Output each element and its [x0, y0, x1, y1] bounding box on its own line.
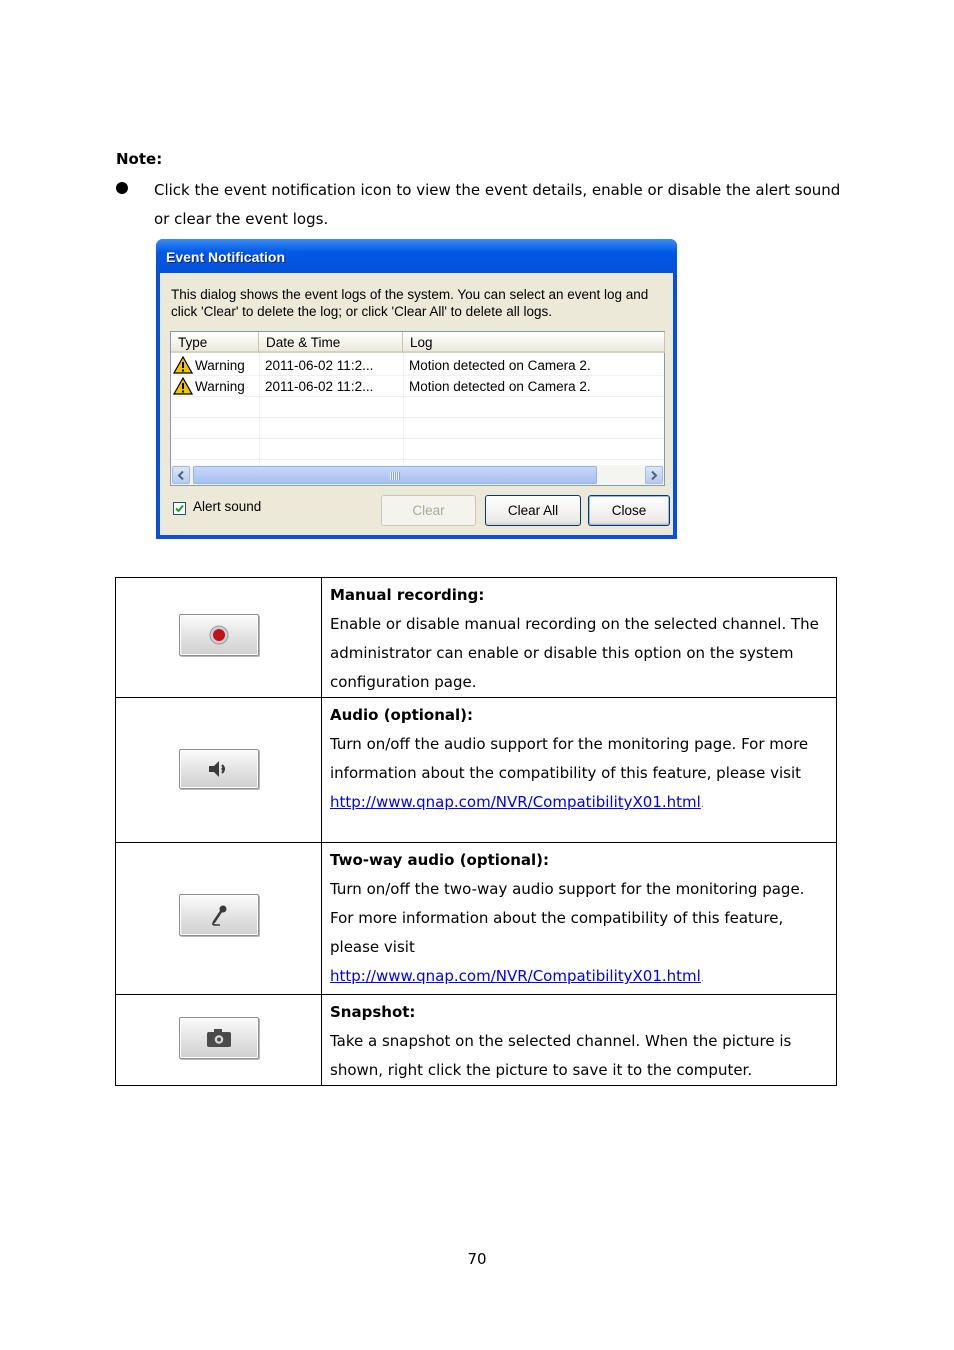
- row-log: Motion detected on Camera 2.: [409, 358, 591, 373]
- table-row: [116, 995, 837, 1086]
- feature-text: Turn on/off the two-way audio support for the monitoring page. For more information about the compatibility of this feature, please visit: [330, 880, 805, 956]
- dialog-title: Event Notification: [166, 249, 286, 265]
- row-datetime: 2011-06-02 11:2...: [265, 379, 374, 394]
- chevron-left-icon: [177, 471, 185, 480]
- speaker-icon: [207, 759, 231, 779]
- feature-title: Audio (optional):: [330, 706, 474, 724]
- clear-button[interactable]: Clear: [381, 495, 476, 526]
- column-header-datetime[interactable]: Date & Time: [259, 332, 403, 353]
- list-row-empty: [171, 397, 664, 418]
- note-bullet-text: Click the event notification icon to view the event details, enable or disable the alert sound or clear the event logs.: [154, 181, 841, 228]
- text-cell: [322, 995, 837, 1086]
- row-type: Warning: [195, 379, 245, 394]
- grid-line: [403, 353, 404, 465]
- scroll-left-button[interactable]: [172, 466, 190, 484]
- page-number: 70: [467, 1250, 487, 1268]
- dialog-titlebar: [156, 239, 677, 273]
- chevron-right-icon: [650, 471, 658, 480]
- scroll-thumb[interactable]: [193, 466, 597, 484]
- grip-icon: [390, 472, 400, 480]
- bullet-dot: [116, 182, 128, 194]
- icon-cell: [116, 578, 322, 698]
- link-suffix: .: [700, 800, 704, 810]
- clear-all-button[interactable]: Clear All: [485, 495, 581, 526]
- list-row[interactable]: [171, 355, 664, 376]
- dialog-body: [160, 273, 673, 535]
- warning-icon: [173, 377, 193, 395]
- text-cell: [322, 843, 837, 995]
- feature-table: [115, 577, 837, 1086]
- checkmark-icon: [175, 504, 184, 513]
- column-header-log[interactable]: Log: [403, 332, 665, 353]
- table-row: [116, 698, 837, 843]
- table-row: [116, 578, 837, 698]
- icon-cell: [116, 843, 322, 995]
- text-cell: [322, 698, 837, 843]
- compatibility-link[interactable]: http://www.qnap.com/NVR/CompatibilityX01.html: [330, 793, 701, 811]
- table-row: [116, 843, 837, 995]
- feature-title: Snapshot:: [330, 1003, 416, 1021]
- column-header-type[interactable]: Type: [171, 332, 259, 353]
- camera-icon: [205, 1027, 233, 1049]
- feature-title: Two-way audio (optional):: [330, 851, 550, 869]
- snapshot-button[interactable]: [179, 1017, 259, 1059]
- close-button[interactable]: Close: [588, 495, 670, 526]
- alert-sound-label: Alert sound: [193, 499, 262, 514]
- feature-title: Manual recording:: [330, 586, 485, 604]
- note-title: Note:: [116, 150, 163, 168]
- row-datetime: 2011-06-02 11:2...: [265, 358, 374, 373]
- scroll-right-button[interactable]: [645, 466, 663, 484]
- list-row[interactable]: [171, 376, 664, 397]
- list-row-empty: [171, 439, 664, 460]
- feature-text: Turn on/off the audio support for the monitoring page. For more information about the compatibility of this feature, please visit: [330, 735, 809, 782]
- two-way-audio-button[interactable]: [179, 894, 259, 936]
- microphone-icon: [208, 903, 230, 927]
- dialog-description: This dialog shows the event logs of the system. You can select an event log and click 'Clear' to delete the log; or click 'Clear All' to delete all logs.: [171, 287, 649, 319]
- list-row-empty: [171, 418, 664, 439]
- icon-cell: [116, 995, 322, 1086]
- warning-icon: [173, 356, 193, 374]
- list-header: [171, 332, 664, 353]
- compatibility-link[interactable]: http://www.qnap.com/NVR/CompatibilityX01.html: [330, 967, 701, 985]
- record-icon: [209, 625, 229, 645]
- event-log-list[interactable]: [170, 331, 665, 486]
- icon-cell: [116, 698, 322, 843]
- event-notification-dialog: [156, 239, 677, 539]
- row-type: Warning: [195, 358, 245, 373]
- link-suffix: .: [700, 974, 704, 984]
- grid-line: [259, 353, 260, 465]
- feature-text: Enable or disable manual recording on the selected channel. The administrator can enable or disable this option on the system configuration page.: [330, 615, 819, 691]
- audio-button[interactable]: [179, 749, 259, 789]
- feature-text: Take a snapshot on the selected channel. When the picture is shown, right click the picture to save it to the computer.: [330, 1032, 792, 1079]
- horizontal-scrollbar[interactable]: [171, 465, 664, 485]
- manual-record-button[interactable]: [179, 614, 259, 656]
- row-log: Motion detected on Camera 2.: [409, 379, 591, 394]
- alert-sound-checkbox[interactable]: [173, 502, 186, 515]
- text-cell: [322, 578, 837, 698]
